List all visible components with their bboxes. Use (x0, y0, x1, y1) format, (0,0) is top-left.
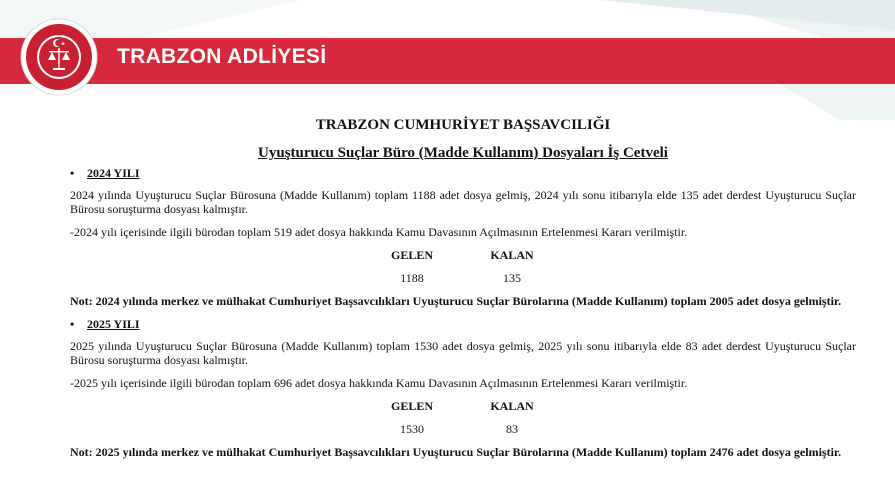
gelen-label: GELEN (390, 248, 433, 262)
kalan-value: 83 (506, 422, 518, 436)
stats-2024 (70, 248, 856, 288)
gelen-label: GELEN (390, 399, 433, 413)
bullet-icon: • (70, 317, 75, 331)
section-paragraph: -2025 yılı içerisinde ilgili bürodan toplam 696 adet dosya hakkında Kamu Davasının Açılmasının Ertelenmesi Kararı verilmiştir. (70, 376, 688, 390)
section-paragraph: 2024 yılında Uyuşturucu Suçlar Bürosuna (Madde Kullanım) toplam 1188 adet dosya gelmiş, 2024 yılı sonu itibarıyla elde 135 adet derdest Uyuşturucu Suçlar Bürosu soruşturma dosyası kalmıştır. (70, 188, 856, 216)
section-paragraph: 2025 yılında Uyuşturucu Suçlar Bürosuna (Madde Kullanım) toplam 1530 adet dosya gelmiş, 2025 yılı sonu itibarıyla elde 83 adet derdest Uyuşturucu Suçlar Bürosu soruşturma dosyası kalmıştır. (70, 339, 856, 367)
section-heading-2025: • 2025 YILI (70, 317, 140, 331)
section-note: Not: 2025 yılında merkez ve mülhakat Cumhuriyet Başsavcılıkları Uyuşturucu Suçlar Bürolarına (Madde Kullanım) toplam 2476 adet dosya gelmiştir. (70, 445, 842, 459)
section-note: Not: 2024 yılında merkez ve mülhakat Cumhuriyet Başsavcılıkları Uyuşturucu Suçlar Bürolarına (Madde Kullanım) toplam 2005 adet dosya gelmiştir. (70, 294, 842, 308)
stats-2025 (70, 399, 856, 439)
bullet-icon: • (70, 166, 75, 180)
kalan-value: 135 (503, 271, 521, 285)
section-heading-2024: • 2024 YILI (70, 166, 140, 180)
section-paragraph: -2024 yılı içerisinde ilgili bürodan toplam 519 adet dosya hakkında Kamu Davasının Açılmasının Ertelenmesi Kararı verilmiştir. (70, 225, 688, 239)
ministry-logo (20, 18, 98, 96)
document-subtitle: Uyuşturucu Suçlar Büro (Madde Kullanım) Dosyaları İş Cetveli (258, 145, 668, 161)
document-body (70, 118, 856, 468)
kalan-label: KALAN (490, 399, 534, 413)
document-title: TRABZON CUMHURİYET BAŞSAVCILIĞI (315, 117, 611, 133)
gelen-value: 1530 (400, 422, 424, 436)
page-header-title: TRABZON ADLİYESİ (117, 45, 327, 68)
gelen-value: 1188 (400, 271, 424, 285)
kalan-label: KALAN (490, 248, 534, 262)
